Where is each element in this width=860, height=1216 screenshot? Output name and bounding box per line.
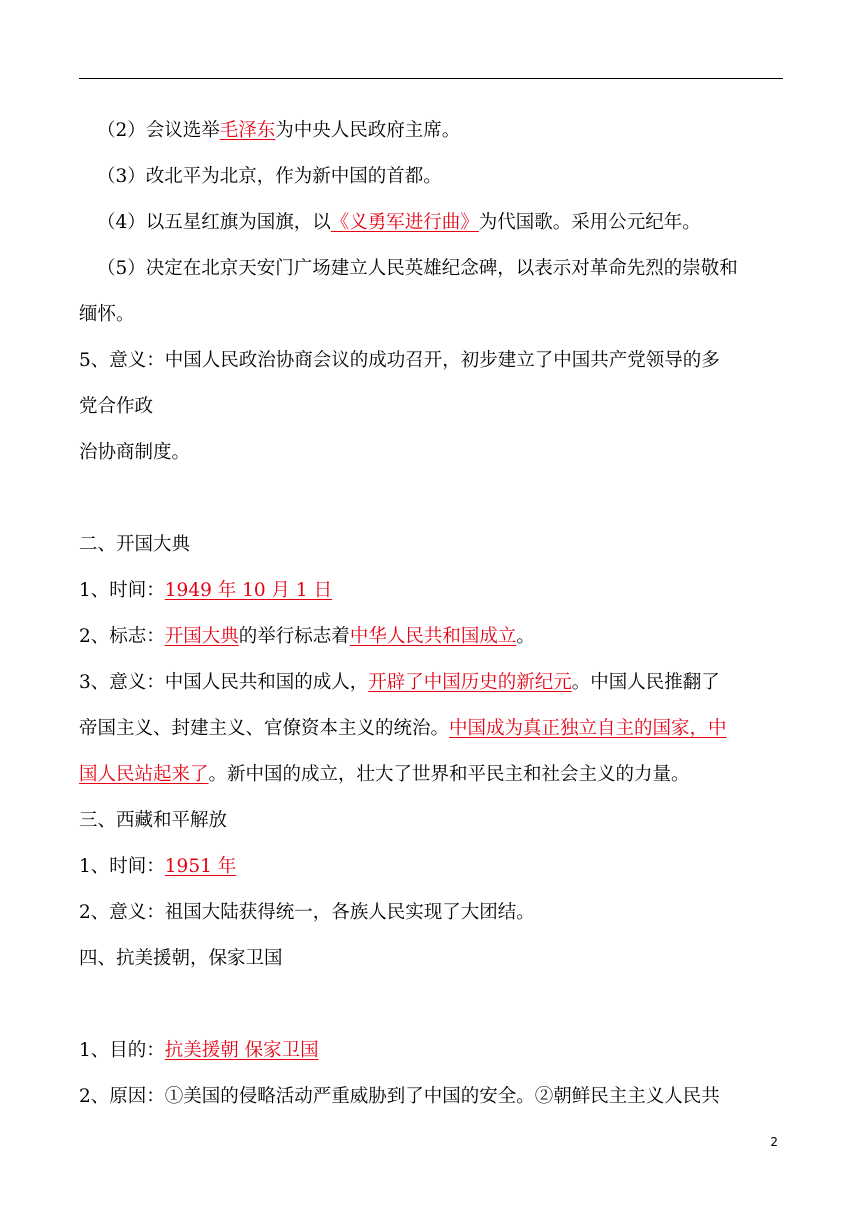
text-segment: 党合作政 <box>79 396 154 417</box>
text-segment: 1、目的： <box>79 1040 165 1061</box>
text-segment: 三、西藏和平解放 <box>79 810 228 831</box>
text-segment: （4）以五星红旗为国旗，以 <box>97 212 331 233</box>
text-line <box>79 752 783 798</box>
header-rule <box>79 78 783 79</box>
text-line <box>79 338 783 384</box>
text-segment: 缅怀。 <box>79 304 135 325</box>
text-line <box>79 936 783 982</box>
text-line <box>79 200 783 246</box>
text-line <box>79 384 783 430</box>
text-segment: 帝国主义、封建主义、官僚资本主义的统治。 <box>79 718 450 739</box>
text-segment: （5）决定在北京天安门广场建立人民英雄纪念碑，以表示对革命先烈的崇敬和 <box>97 258 738 279</box>
text-segment: 。 <box>516 626 535 647</box>
highlighted-text: 1949 年 10 月 1 日 <box>164 580 333 601</box>
text-line <box>79 430 783 476</box>
text-segment: 二、开国大典 <box>79 534 191 555</box>
text-segment: （2）会议选举 <box>97 120 220 141</box>
text-segment: 。中国人民推翻了 <box>571 672 720 693</box>
text-segment: 2、原因：①美国的侵略活动严重威胁到了中国的安全。②朝鲜民主主义人民共 <box>79 1086 720 1107</box>
text-segment: 5、意义：中国人民政治协商会议的成功召开，初步建立了中国共产党领导的多 <box>79 350 720 371</box>
text-line <box>79 706 783 752</box>
text-segment: 。新中国的成立，壮大了世界和平民主和社会主义的力量。 <box>208 764 690 785</box>
text-segment: 为代国歌。采用公元纪年。 <box>478 212 701 233</box>
text-line <box>79 614 783 660</box>
text-line <box>79 844 783 890</box>
text-segment: 的举行标志着 <box>238 626 350 647</box>
text-segment: （3）改北平为北京，作为新中国的首都。 <box>97 166 442 187</box>
highlighted-text: 国人民站起来了 <box>79 764 209 785</box>
text-line <box>79 522 783 568</box>
text-segment: 治协商制度。 <box>79 442 191 463</box>
text-segment: 2、意义：祖国大陆获得统一，各族人民实现了大团结。 <box>79 902 535 923</box>
page-number: 2 <box>770 1135 778 1149</box>
highlighted-text: 1951 年 <box>164 856 237 877</box>
highlighted-text: 中国成为真正独立自主的国家，中 <box>449 718 727 739</box>
text-line <box>79 890 783 936</box>
text-segment: 3、意义：中国人民共和国的成人， <box>79 672 369 693</box>
text-line <box>79 798 783 844</box>
text-segment: 2、标志： <box>79 626 165 647</box>
highlighted-text: 中华人民共和国成立 <box>349 626 517 647</box>
text-line <box>79 246 783 292</box>
text-line <box>79 568 783 614</box>
text-line <box>79 108 783 154</box>
text-line <box>79 292 783 338</box>
text-segment: 1、时间： <box>79 580 165 601</box>
highlighted-text: 开辟了中国历史的新纪元 <box>368 672 572 693</box>
highlighted-text: 《义勇军进行曲》 <box>330 212 479 233</box>
text-segment: 1、时间： <box>79 856 165 877</box>
highlighted-text: 毛泽东 <box>219 120 276 141</box>
document-body <box>79 108 783 1120</box>
highlighted-text: 开国大典 <box>164 626 239 647</box>
highlighted-text: 抗美援朝 保家卫国 <box>164 1040 319 1061</box>
text-line <box>79 1028 783 1074</box>
text-segment: 四、抗美援朝，保家卫国 <box>79 948 283 969</box>
blank-line <box>79 476 783 522</box>
text-line <box>79 1074 783 1120</box>
blank-line <box>79 982 783 1028</box>
text-line <box>79 154 783 200</box>
text-segment: 为中央人民政府主席。 <box>275 120 461 141</box>
text-line <box>79 660 783 706</box>
